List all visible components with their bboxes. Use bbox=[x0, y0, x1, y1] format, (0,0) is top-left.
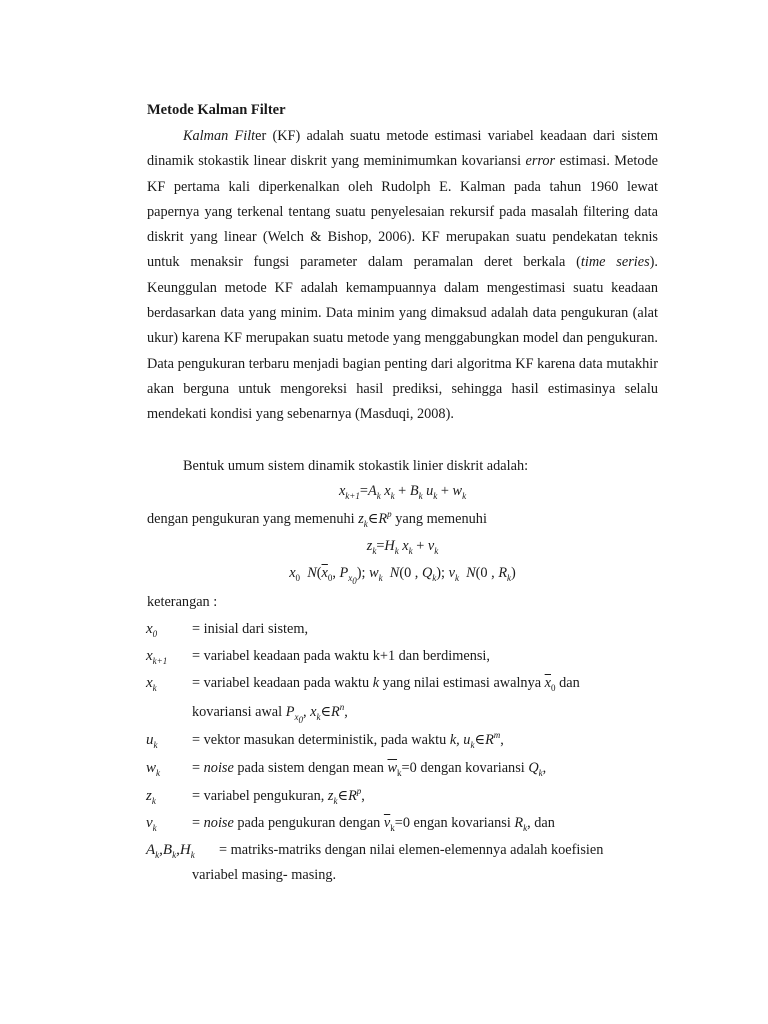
definition-vk-text: = noise pada pengukuran dengan $\overline{v}_k=0$ engan kovariansi $R_k$, dan bbox=[192, 815, 555, 833]
measurement-intro-before: dengan pengukuran yang memenuhi bbox=[147, 511, 359, 527]
distribution-equation: $x_0$ $N(\overline{x}_0$, $P_{x_0}$); $w_k$ N(0 , $Q_k$); $v_k$ N(0 , $R_k$) bbox=[289, 565, 516, 586]
vk-text-a: = bbox=[192, 815, 204, 831]
italic-error: error bbox=[525, 153, 556, 170]
measurement-equation: $z_k=H_k$ $x_k + v_k$ bbox=[366, 538, 439, 556]
vk-text-d: , dan bbox=[527, 815, 555, 831]
symbol-wk: $w_k$ bbox=[146, 760, 161, 778]
definition-uk-text: = vektor masukan deterministik, pada waktu k, $u_k\in R^m$, bbox=[192, 730, 504, 750]
symbol-uk: $u_k$ bbox=[146, 732, 158, 750]
xk-text-b: yang nilai estimasi awalnya bbox=[379, 675, 545, 691]
measurement-intro-after: yang memenuhi bbox=[391, 511, 487, 527]
symbol-ak-bk-hk: $A_k,B_k,H_k$ bbox=[146, 842, 195, 860]
para1-text-b: estimasi. Metode KF pertama kali diperkenalkan oleh Rudolph E. Kalman pada tahun 1960 lewat papernya yang terkenal tentang suatu penyelesaian rekursif pada masalah filtering data diskrit yang linear (Welch & Bishop, 2006). KF merupakan suatu pendekatan teknis untuk menaksir fungsi parameter dalam peramalan deret berkala ( bbox=[147, 153, 658, 271]
wk-text-b: pada sistem dengan mean bbox=[233, 760, 388, 776]
vk-noise: noise bbox=[203, 815, 234, 831]
para1-text-a: er (KF) adalah suatu metode estimasi variabel keadaan dari sistem dinamik stokastik linear diskrit yang meminimumkan kovariansi bbox=[147, 128, 658, 170]
definition-zk-text: = variabel pengukuran, $z_k\in R^p$, bbox=[192, 786, 365, 806]
definition-matrices-text-b: variabel masing- masing. bbox=[192, 867, 337, 883]
symbol-x0: $x_0$ bbox=[146, 621, 158, 639]
vk-text-b: pada pengukuran dengan bbox=[233, 815, 384, 831]
definition-xk bbox=[146, 673, 658, 723]
wk-text-c: dengan kovariansi bbox=[416, 760, 529, 776]
xk-text-a: = variabel keadaan pada waktu bbox=[192, 675, 373, 691]
uk-text: = vektor masukan deterministik, pada waktu bbox=[192, 732, 450, 748]
italic-time-series: time series bbox=[580, 254, 650, 271]
wk-noise: noise bbox=[203, 760, 234, 776]
keterangan-label: keterangan : bbox=[147, 594, 218, 610]
measurement-intro: dengan pengukuran yang memenuhi $z_k\in R^p$ yang memenuhi bbox=[147, 509, 487, 529]
symbol-xk: $x_k$ bbox=[146, 675, 157, 693]
definition-matrices bbox=[146, 840, 658, 890]
para2-text: Bentuk umum sistem dinamik stokastik linier diskrit adalah: bbox=[183, 458, 529, 474]
definition-matrices-text-a: = matriks-matriks dengan nilai elemen-elemennya adalah koefisien bbox=[219, 842, 604, 858]
xk-text-d: kovariansi awal bbox=[192, 704, 286, 720]
xk-text-c: dan bbox=[555, 675, 580, 691]
definition-wk-text: = noise pada sistem dengan mean $\overline{w}_k=0$ dengan kovariansi $Q_k$, bbox=[192, 760, 547, 778]
paragraph-kalman-intro bbox=[147, 124, 658, 428]
italic-kalman-filt: Kalman Filt bbox=[183, 128, 256, 144]
vk-text-c: engan kovariansi bbox=[409, 815, 515, 831]
definition-xk1-text: = variabel keadaan pada waktu k+1 dan berdimensi, bbox=[192, 648, 490, 664]
zk-text: = variabel pengukuran, bbox=[192, 788, 328, 804]
section-heading: Metode Kalman Filter bbox=[147, 102, 286, 118]
symbol-zk: $z_k$ bbox=[146, 788, 156, 806]
wk-text-a: = bbox=[192, 760, 204, 776]
para1-text-c: ). Keunggulan metode KF adalah kemampuannya dalam mengestimasi suatu keadaan berdasarkan data yang minim. Data minim yang dimaksud adalah data pengukuran (alat ukur) karena KF merupakan suatu metode yang menggabungkan model dan pengukuran. Data pengukuran terbaru menjadi bagian penting dari algoritma KF karena data mutakhir akan berguna untuk mengoreksi hasil prediksi, sehingga hasil estimasinya selalu mendekati kondisi yang sebenarnya (Masduqi, 2008). bbox=[147, 254, 658, 423]
symbol-vk: $v_k$ bbox=[146, 815, 157, 833]
definition-xk-text: = variabel keadaan pada waktu k yang nilai estimasi awalnya $\overline{x}_0$ dan kovariansi awal $P_{x_0}$, $x_k\in R^n$, bbox=[192, 675, 580, 725]
definition-x0-text: = inisial dari sistem, bbox=[192, 621, 309, 637]
state-equation: $x_{k+1}=A_k$ $x_k + B_k$ $u_k + w_k$ bbox=[338, 483, 467, 501]
symbol-xk1: $x_{k+1}$ bbox=[146, 648, 168, 666]
paragraph-bentuk-umum bbox=[147, 456, 658, 476]
